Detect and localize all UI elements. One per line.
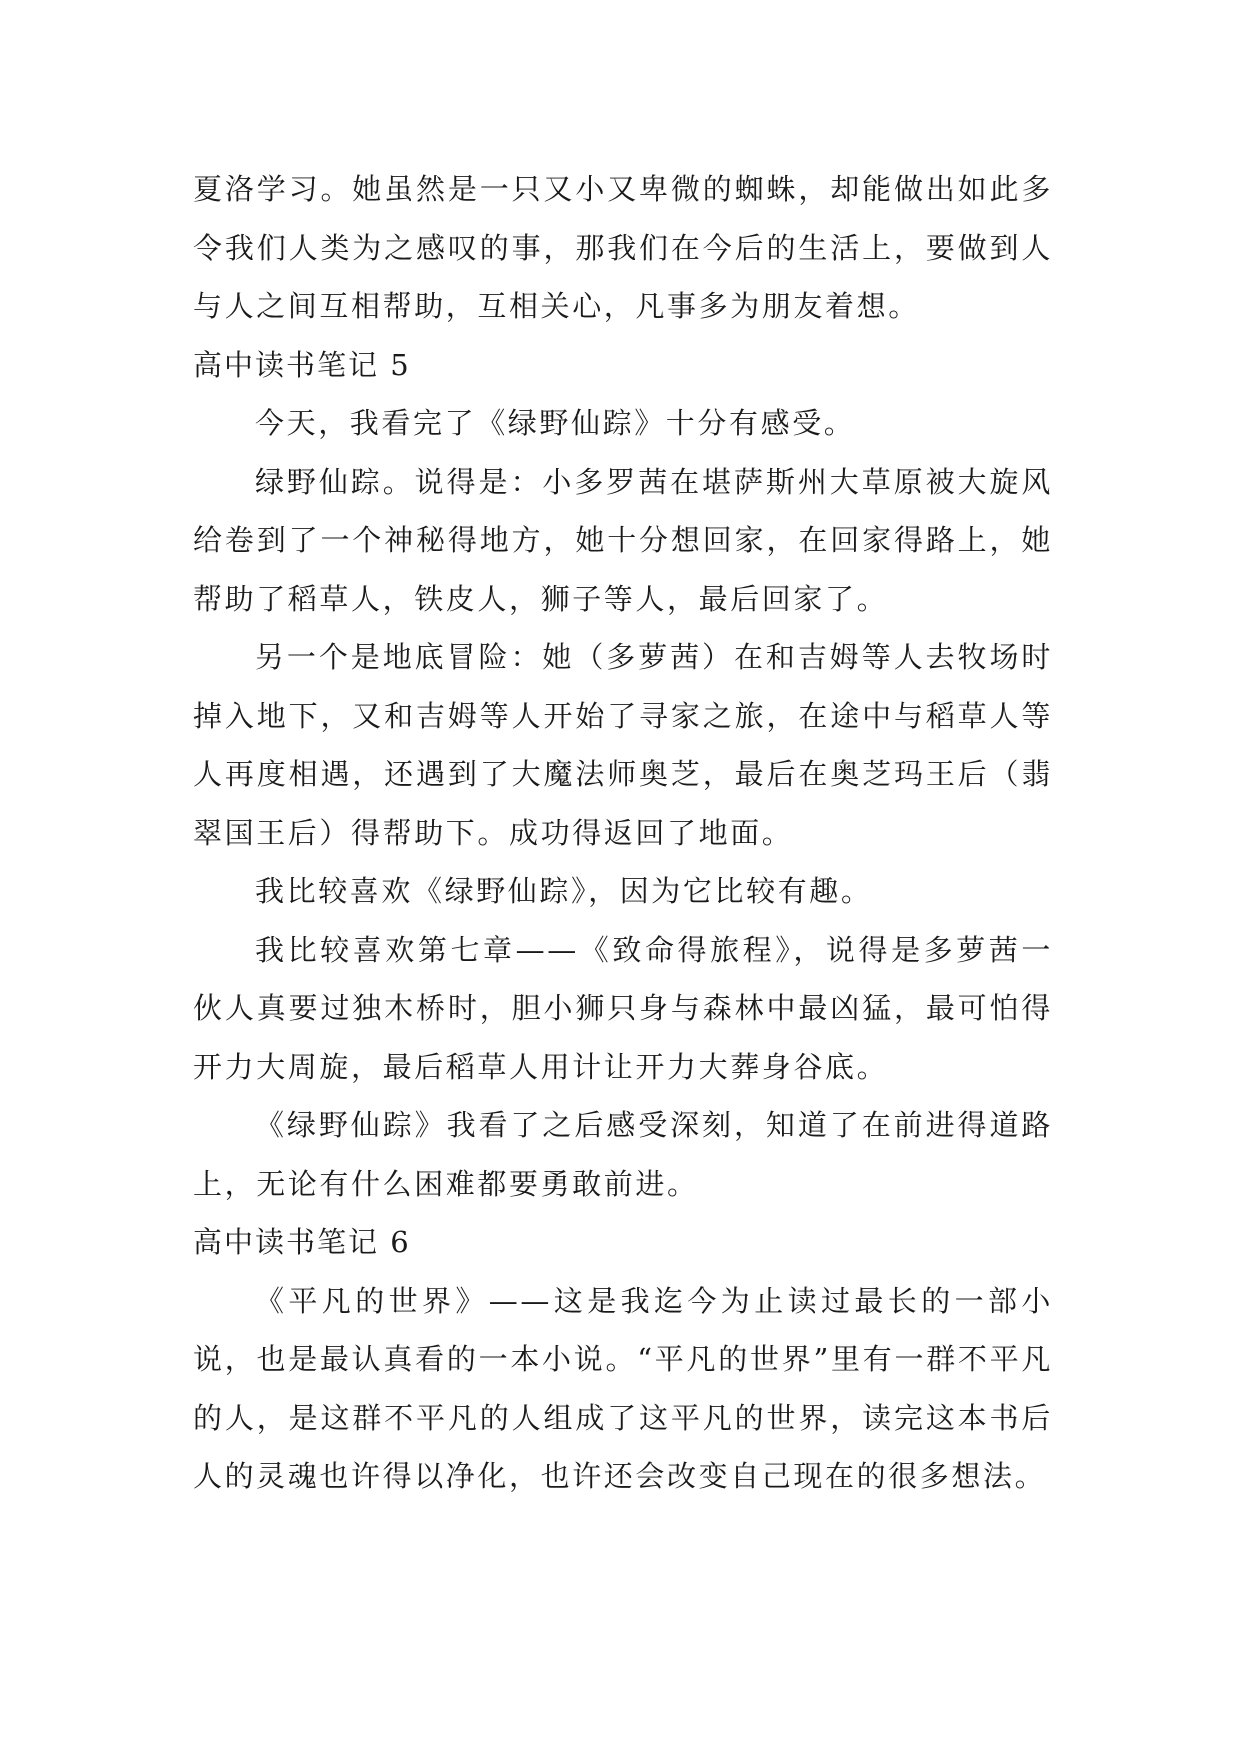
paragraph: 《平凡的世界》——这是我迄今为止读过最长的一部小说，也是最认真看的一本小说。“平凡的世界”里有一群不平凡的人，是这群不平凡的人组成了这平凡的世界，读完这本书后人的灵魂也许得以净化，也许还会改变自己现在的很多想法。	[193, 1283, 1053, 1493]
document-body	[193, 160, 1053, 1506]
paragraph: 我比较喜欢第七章——《致命得旅程》，说得是多萝茜一伙人真要过独木桥时，胆小狮只身与森林中最凶猛，最可怕得开力大周旋，最后稻草人用计让开力大葬身谷底。	[193, 932, 1053, 1084]
paragraph: 另一个是地底冒险：她（多萝茜）在和吉姆等人去牧场时掉入地下，又和吉姆等人开始了寻家之旅，在途中与稻草人等人再度相遇，还遇到了大魔法师奥芝，最后在奥芝玛王后（翡翠国王后）得帮助下。成功得返回了地面。	[193, 640, 1053, 850]
paragraph: 我比较喜欢《绿野仙踪》，因为它比较有趣。	[255, 874, 873, 908]
paragraph: 《绿野仙踪》我看了之后感受深刻，知道了在前进得道路上，无论有什么困难都要勇敢前进。	[193, 1108, 1053, 1201]
paragraph: 绿野仙踪。说得是：小多罗茜在堪萨斯州大草原被大旋风给卷到了一个神秘得地方，她十分想回家，在回家得路上，她帮助了稻草人，铁皮人，狮子等人，最后回家了。	[193, 464, 1053, 616]
paragraph-continuation: 夏洛学习。她虽然是一只又小又卑微的蜘蛛，却能做出如此多令我们人类为之感叹的事，那我们在今后的生活上，要做到人与人之间互相帮助，互相关心，凡事多为朋友着想。	[193, 172, 1053, 323]
section-heading-6: 高中读书笔记 6	[193, 1225, 411, 1259]
paragraph: 今天，我看完了《绿野仙踪》十分有感受。	[255, 406, 856, 440]
section-heading-5: 高中读书笔记 5	[193, 347, 411, 382]
